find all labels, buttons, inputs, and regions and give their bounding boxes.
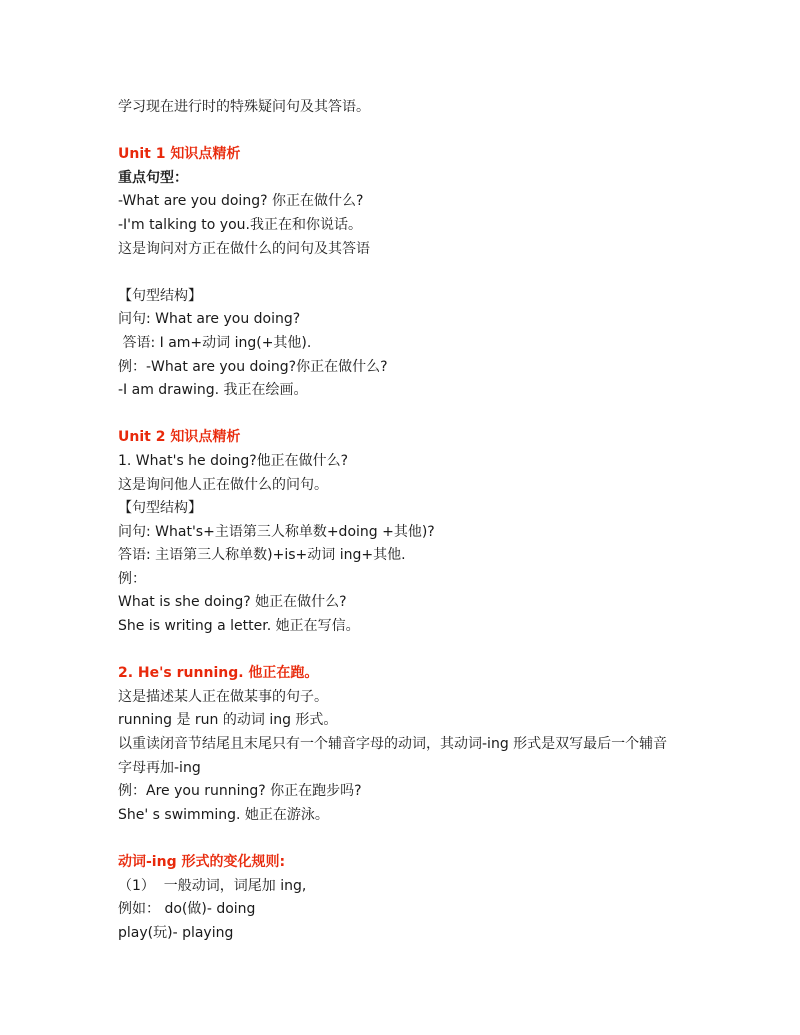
unit1-key-label: 重点句型： xyxy=(118,169,188,186)
unit1-line: -I'm talking to you.我正在和你说话。 xyxy=(118,216,362,233)
unit1-structure-line: 例：-What are you doing?你正在做什么? xyxy=(118,358,388,375)
unit2-line: 答语: 主语第三人称单数)+is+动词 ing+其他. xyxy=(118,547,406,564)
unit1-structure-label: 【句型结构】 xyxy=(118,287,202,304)
unit2-line: 例： xyxy=(118,570,146,587)
section2-line: 这是描述某人正在做某事的句子。 xyxy=(118,688,328,705)
unit1-structure-line: 答语: I am+动词 ing(+其他). xyxy=(118,334,312,351)
rules-line: play(玩)- playing xyxy=(118,924,234,941)
spacer xyxy=(118,639,718,663)
section2-line: 例：Are you running? 你正在跑步吗? xyxy=(118,783,362,800)
rules-line: （1） 一般动词，词尾加 ing, xyxy=(118,877,307,894)
section2-line: She' s swimming. 她正在游泳。 xyxy=(118,806,329,823)
rules-line: 例如： do(做)- doing xyxy=(118,901,256,918)
unit1-heading: Unit 1 知识点精析 xyxy=(118,146,241,163)
section2-line: running 是 run 的动词 ing 形式。 xyxy=(118,712,338,729)
section2-line: 以重读闭音节结尾且末尾只有一个辅音字母的动词，其动词-ing 形式是双写最后一个辅音 xyxy=(118,736,668,753)
unit2-line: 这是询问他人正在做什么的问句。 xyxy=(118,476,328,493)
document-page xyxy=(118,96,718,945)
unit2-line: 【句型结构】 xyxy=(118,500,202,517)
unit1-line: 这是询问对方正在做什么的问句及其答语 xyxy=(118,240,370,257)
rules-heading: 动词-ing 形式的变化规则: xyxy=(118,854,286,870)
intro-text: 学习现在进行时的特殊疑问句及其答语。 xyxy=(118,99,370,115)
unit2-line: 1. What's he doing?他正在做什么? xyxy=(118,452,349,469)
spacer xyxy=(118,403,718,427)
unit2-line: What is she doing? 她正在做什么? xyxy=(118,594,347,611)
unit2-line: She is writing a letter. 她正在写信。 xyxy=(118,618,360,635)
spacer xyxy=(118,261,718,285)
unit2-line: 问句: What's+主语第三人称单数+doing +其他)? xyxy=(118,523,435,540)
section2-heading: 2. He's running. 他正在跑。 xyxy=(118,665,319,682)
spacer xyxy=(118,120,718,144)
spacer xyxy=(118,827,718,851)
unit1-structure-line: -I am drawing. 我正在绘画。 xyxy=(118,382,308,399)
unit1-line: -What are you doing? 你正在做什么? xyxy=(118,193,364,210)
unit2-heading: Unit 2 知识点精析 xyxy=(118,429,241,446)
unit1-structure-line: 问句: What are you doing? xyxy=(118,311,301,328)
section2-line: 字母再加-ing xyxy=(118,759,201,776)
